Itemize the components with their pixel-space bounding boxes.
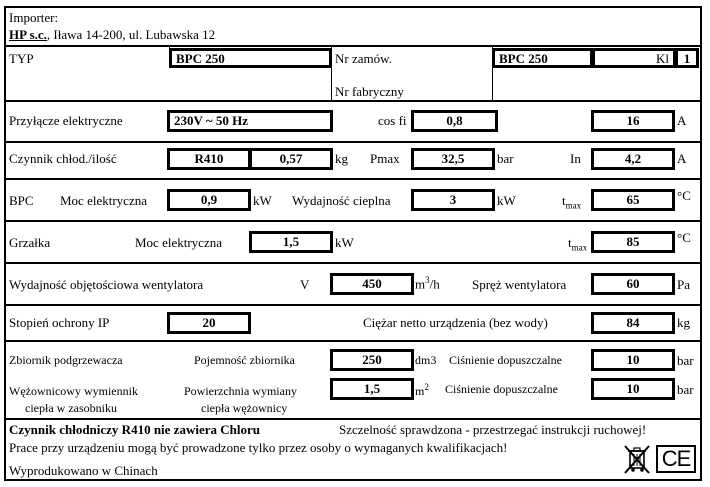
fan-v-label: V (300, 277, 310, 292)
fan-v-value: 450 (330, 273, 414, 295)
pmax-unit: bar (497, 151, 514, 166)
current-value: 16 (591, 110, 675, 132)
heater-tmax-unit: °C (677, 230, 691, 245)
bpc-power-value: 0,9 (167, 189, 251, 211)
ip-value: 20 (167, 312, 251, 334)
tmax-sub: max (571, 242, 588, 253)
heater-power-value: 1,5 (249, 231, 333, 253)
ce-mark-text: CE (661, 446, 691, 471)
order-value: BPC 250 (492, 48, 593, 68)
made-in-note: Wyprodukowano w Chinach (9, 463, 158, 478)
row-divider (4, 178, 702, 180)
tmax-t: t (568, 235, 572, 250)
pmax-value: 32,5 (411, 148, 495, 170)
coil-area-label-1: Powierzchnia wymiany (184, 384, 297, 398)
importer-label: Importer: (9, 10, 59, 25)
bpc-tmax-unit: °C (677, 188, 691, 203)
row-divider (4, 100, 702, 102)
row-divider (4, 418, 702, 420)
row-divider (4, 304, 702, 306)
fan-press-label: Spręż wentylatora (472, 277, 567, 292)
importer-address-line (9, 27, 215, 42)
coil-area-value: 1,5 (330, 378, 414, 400)
kl-value: 1 (675, 48, 699, 68)
importer-company: HP s.c. (9, 27, 47, 42)
in-label: In (570, 151, 581, 166)
tmax-sub: max (565, 200, 582, 211)
unit-base: m (415, 276, 426, 292)
serial-label: Nr fabryczny (335, 84, 404, 99)
heater-tmax-label (568, 235, 587, 256)
row-divider (4, 220, 702, 222)
refrigerant-amount: 0,57 (249, 148, 333, 170)
row-divider (4, 141, 702, 143)
fan-press-value: 60 (591, 273, 675, 295)
tank-pressure-value: 10 (591, 349, 675, 371)
fan-press-unit: Pa (677, 277, 690, 292)
refrigerant-type: R410 (167, 148, 251, 170)
heater-tmax-value: 85 (591, 231, 675, 253)
refrigerant-amount-unit: kg (335, 151, 348, 166)
in-value: 4,2 (591, 148, 675, 170)
tank-cap-value: 250 (330, 349, 414, 371)
heater-label: Grzałka (9, 235, 51, 250)
tmax-t: t (562, 193, 566, 208)
refrigerant-label: Czynnik chłod./ilość (9, 151, 117, 166)
cosfi-value: 0,8 (411, 110, 498, 132)
coil-label-2: ciepła w zasobniku (25, 401, 117, 415)
weight-unit: kg (677, 315, 690, 330)
bpc-heat-value: 3 (411, 189, 495, 211)
electric-label: Przyłącze elektryczne (9, 113, 123, 128)
weee-crossed-bin-icon (621, 443, 653, 475)
weight-label: Ciężar netto urządzenia (bez wody) (363, 315, 548, 330)
importer-address: , Iława 14-200, ul. Lubawska 12 (46, 27, 216, 42)
cosfi-label: cos fi (378, 113, 407, 128)
coil-pressure-label: Ciśnienie dopuszczalne (445, 382, 558, 396)
unit-rest: /h (429, 276, 440, 292)
ce-mark-icon (656, 445, 696, 473)
qualified-note: Prace przy urządzeniu mogą być prowadzone tylko przez osoby o wymaganych kwalifikacjach! (9, 440, 508, 455)
unit-base: m (415, 384, 425, 398)
heater-power-label: Moc elektryczna (135, 235, 222, 250)
row-divider (4, 340, 702, 342)
coil-area-unit (415, 380, 429, 399)
bpc-tmax-label (562, 193, 581, 214)
tank-label: Zbiornik podgrzewacza (9, 353, 123, 367)
tank-pressure-label: Ciśnienie dopuszczalne (449, 353, 562, 367)
current-unit: A (677, 113, 687, 128)
coil-pressure-unit: bar (677, 382, 694, 397)
row-divider (4, 262, 702, 264)
coil-pressure-value: 10 (591, 378, 675, 400)
fan-v-unit (415, 273, 440, 291)
bpc-tmax-value: 65 (591, 189, 675, 211)
row-divider (4, 45, 702, 47)
kl-field (592, 48, 676, 68)
weight-value: 84 (591, 312, 675, 334)
heater-power-unit: kW (335, 235, 354, 250)
bpc-power-unit: kW (253, 193, 272, 208)
kl-label: Kl (656, 51, 669, 66)
ip-label: Stopień ochrony IP (9, 315, 110, 330)
tank-pressure-unit: bar (677, 353, 694, 368)
tank-cap-label: Pojemność zbiornika (194, 353, 295, 367)
in-unit: A (677, 151, 687, 166)
electric-value: 230V ~ 50 Hz (167, 110, 333, 132)
tightness-note: Szczelność sprawdzona - przestrzegać instrukcji ruchowej! (339, 422, 647, 437)
chlorine-note: Czynnik chłodniczy R410 nie zawiera Chloru (9, 422, 260, 437)
bpc-heat-unit: kW (497, 193, 516, 208)
order-label: Nr zamów. (335, 51, 392, 66)
typ-label: TYP (9, 51, 34, 66)
unit-sup: 3 (425, 275, 430, 285)
coil-label-1: Wężownicowy wymiennik (9, 384, 138, 398)
tank-cap-unit: dm3 (415, 353, 437, 367)
pmax-label: Pmax (370, 151, 400, 166)
fan-label: Wydajność objętościowa wentylatora (9, 277, 204, 292)
typ-value: BPC 250 (169, 48, 332, 68)
bpc-heat-label: Wydajność cieplna (292, 193, 391, 208)
bpc-label: BPC (9, 193, 34, 208)
unit-sup: 2 (424, 382, 429, 392)
coil-area-label-2: ciepła wężownicy (201, 401, 288, 415)
bpc-power-label: Moc elektryczna (60, 193, 147, 208)
